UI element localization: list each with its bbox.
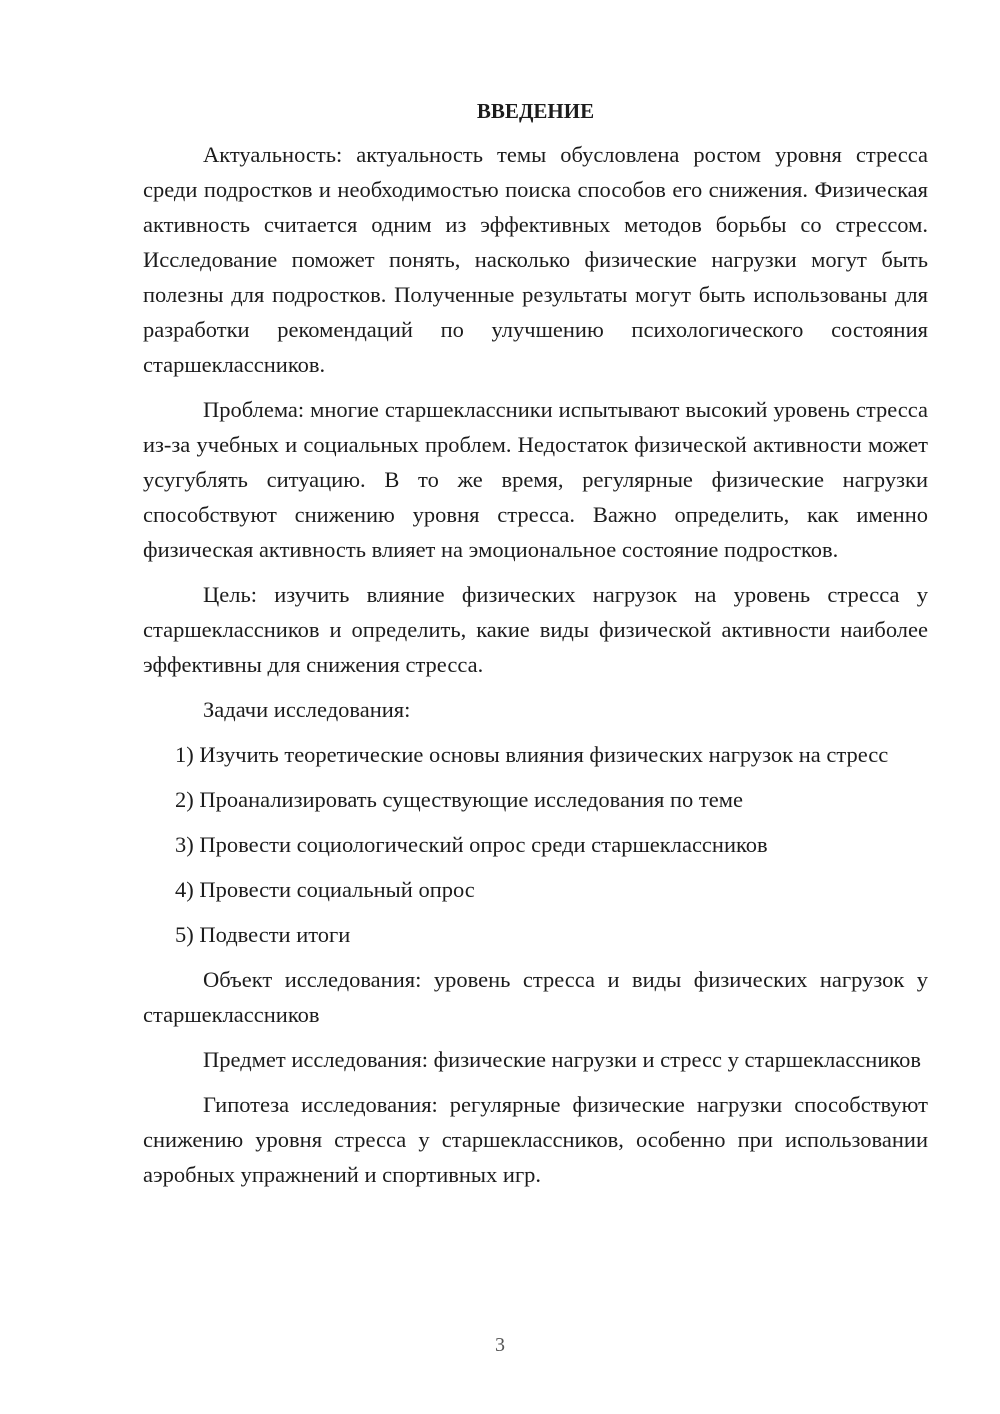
document-page (143, 96, 928, 1202)
goal-paragraph: Цель: изучить влияние физических нагрузок на уровень стресса у старшеклассников и определить, какие виды физической активности наиболее эффективны для снижения стресса. (143, 582, 928, 677)
page-number: 3 (495, 1334, 505, 1356)
problem-paragraph: Проблема: многие старшеклассники испытывают высокий уровень стресса из-за учебных и социальных проблем. Недостаток физической активности может усугублять ситуацию. В то же время, регулярные физические нагрузки способствуют снижению уровня стресса. Важно определить, как именно физическая активность влияет на эмоциональное состояние подростков. (143, 397, 928, 562)
relevance-paragraph: Актуальность: актуальность темы обусловлена ростом уровня стресса среди подростков и необходимостью поиска способов его снижения. Физическая активность считается одним из эффективных методов борьбы со стрессом. Исследование поможет понять, насколько физические нагрузки могут быть полезны для подростков. Полученные результаты могут быть использованы для разработки рекомендаций по улучшению психологического состояния старшеклассников. (143, 142, 928, 377)
subject-paragraph: Предмет исследования: физические нагрузки и стресс у старшеклассников (203, 1047, 922, 1072)
hypothesis-paragraph: Гипотеза исследования: регулярные физические нагрузки способствуют снижению уровня стресса у старшеклассников, особенно при использовании аэробных упражнений и спортивных игр. (143, 1092, 928, 1187)
object-paragraph: Объект исследования: уровень стресса и виды физических нагрузок у старшеклассников (143, 967, 928, 1027)
section-title: ВВЕДЕНИЕ (476, 99, 595, 123)
tasks-heading: Задачи исследования: (203, 697, 411, 722)
task-item-5: 5) Подвести итоги (175, 922, 351, 947)
task-item-2: 2) Проанализировать существующие исследования по теме (175, 787, 743, 812)
task-item-4: 4) Провести социальный опрос (175, 877, 475, 902)
task-item-3: 3) Провести социологический опрос среди старшеклассников (175, 832, 768, 857)
task-item-1: 1) Изучить теоретические основы влияния физических нагрузок на стресс (175, 742, 889, 767)
